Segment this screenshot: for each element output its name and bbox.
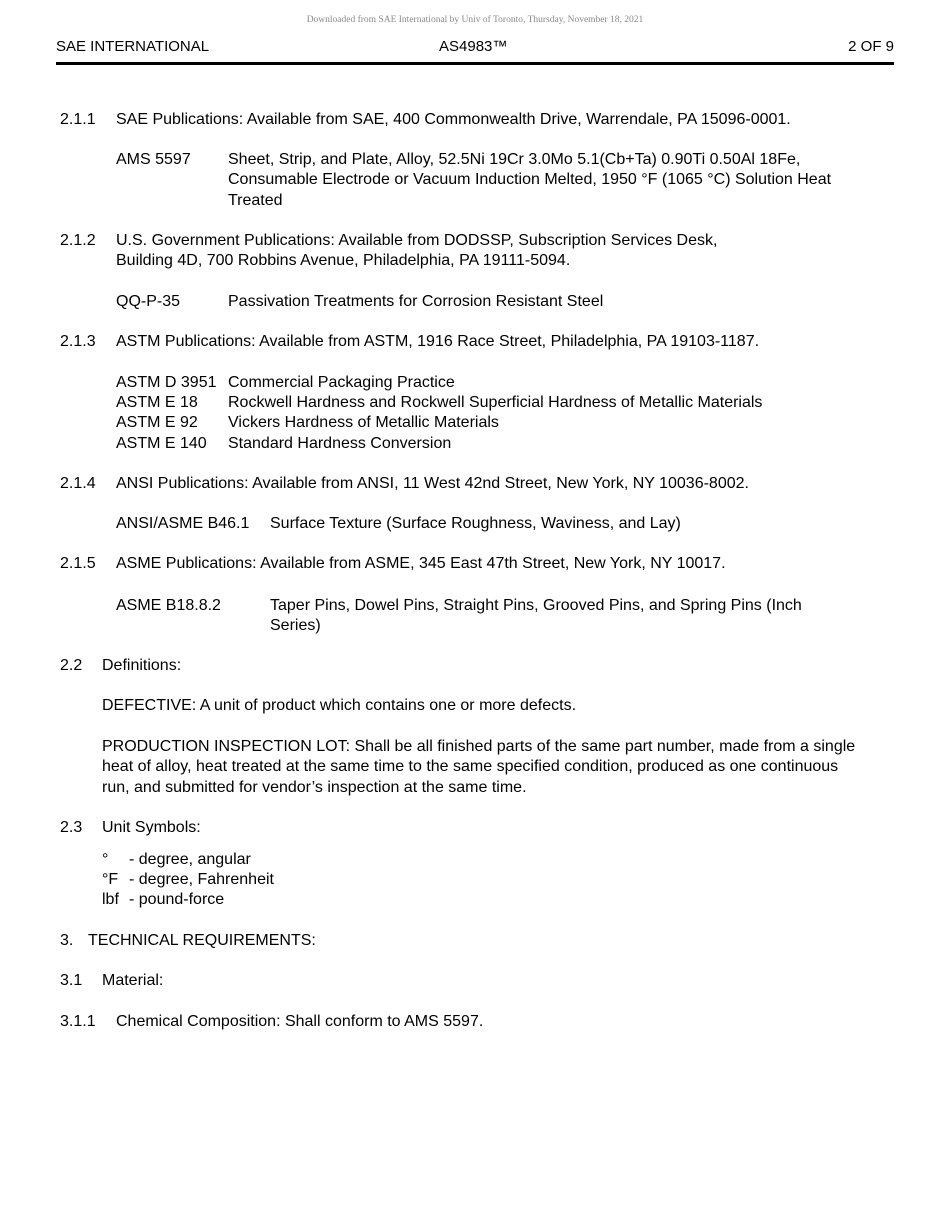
section-text: SAE Publications: Available from SAE, 400 Commonwealth Drive, Warrendale, PA 15096-0001. — [116, 111, 791, 128]
unit-symbol: °F — [102, 871, 119, 888]
reference-code: ANSI/ASME B46.1 — [116, 515, 250, 532]
section-text: ASME Publications: Available from ASME, 345 East 47th Street, New York, NY 10017. — [116, 555, 726, 572]
section-number: 2.1.2 — [60, 232, 96, 249]
section-title: Unit Symbols: — [102, 819, 201, 836]
definition-defective: DEFECTIVE: A unit of product which contains one or more defects. — [102, 697, 577, 714]
header-page-number: 2 OF 9 — [848, 38, 894, 55]
header-document-number: AS4983™ — [439, 38, 508, 55]
section-number: 3. — [60, 932, 74, 949]
unit-description: - pound-force — [129, 891, 225, 908]
section-text: ANSI Publications: Available from ANSI, 11 West 42nd Street, New York, NY 10036-8002. — [116, 475, 749, 492]
download-watermark: Downloaded from SAE International by Univ of Toronto, Thursday, November 18, 2021 — [306, 15, 644, 25]
section-title: Material: — [102, 972, 164, 989]
header-organization: SAE INTERNATIONAL — [56, 38, 210, 55]
section-number: 2.1.5 — [60, 555, 96, 572]
section-title: TECHNICAL REQUIREMENTS: — [88, 932, 316, 949]
reference-title: Passivation Treatments for Corrosion Resistant Steel — [228, 293, 604, 310]
reference-title: Sheet, Strip, and Plate, Alloy, 52.5Ni 19Cr 3.0Mo 5.1(Cb+Ta) 0.90Ti 0.50Al 18Fe, Consumable Electrode or Vacuum Induction Melted, 1950 °F (1065 °C) Solution Heat Treated — [228, 151, 832, 209]
reference-title: Taper Pins, Dowel Pins, Straight Pins, Grooved Pins, and Spring Pins (Inch Series) — [270, 597, 802, 635]
section-number: 2.2 — [60, 657, 83, 674]
section-number: 2.1.1 — [60, 111, 96, 128]
section-number: 2.1.4 — [60, 475, 96, 492]
definition-production-lot: PRODUCTION INSPECTION LOT: Shall be all finished parts of the same part number, made from a single heat of alloy, heat treated at the same time to the same specified condition, produced as one continuous run, and submitted for vendor’s inspection at the same time. — [102, 738, 856, 796]
unit-description: - degree, Fahrenheit — [129, 871, 274, 888]
reference-title: Standard Hardness Conversion — [228, 435, 452, 452]
section-text: Chemical Composition: Shall conform to AMS 5597. — [116, 1013, 484, 1030]
unit-symbol: ° — [102, 851, 109, 868]
reference-title: Commercial Packaging Practice — [228, 374, 455, 391]
reference-title: Vickers Hardness of Metallic Materials — [228, 414, 499, 431]
section-text: U.S. Government Publications: Available from DODSSP, Subscription Services Desk, Building 4D, 700 Robbins Avenue, Philadelphia, PA 19111-5094. — [116, 232, 718, 270]
section-title: Definitions: — [102, 657, 182, 674]
section-number: 3.1 — [60, 972, 83, 989]
unit-description: - degree, angular — [129, 851, 251, 868]
section-text: ASTM Publications: Available from ASTM, 1916 Race Street, Philadelphia, PA 19103-1187. — [116, 333, 760, 350]
reference-code: ASTM E 92 — [116, 414, 198, 431]
reference-title: Surface Texture (Surface Roughness, Waviness, and Lay) — [270, 515, 681, 532]
section-number: 2.3 — [60, 819, 83, 836]
reference-code: ASTM E 140 — [116, 435, 207, 452]
section-number: 3.1.1 — [60, 1013, 96, 1030]
reference-code: AMS 5597 — [116, 151, 191, 168]
page-header — [56, 38, 894, 65]
reference-code: ASTM D 3951 — [116, 374, 217, 391]
reference-code: ASTM E 18 — [116, 394, 198, 411]
unit-symbol: lbf — [102, 891, 119, 908]
reference-code: ASME B18.8.2 — [116, 597, 221, 614]
reference-code: QQ-P-35 — [116, 293, 181, 310]
reference-title: Rockwell Hardness and Rockwell Superficial Hardness of Metallic Materials — [228, 394, 763, 411]
section-number: 2.1.3 — [60, 333, 96, 350]
